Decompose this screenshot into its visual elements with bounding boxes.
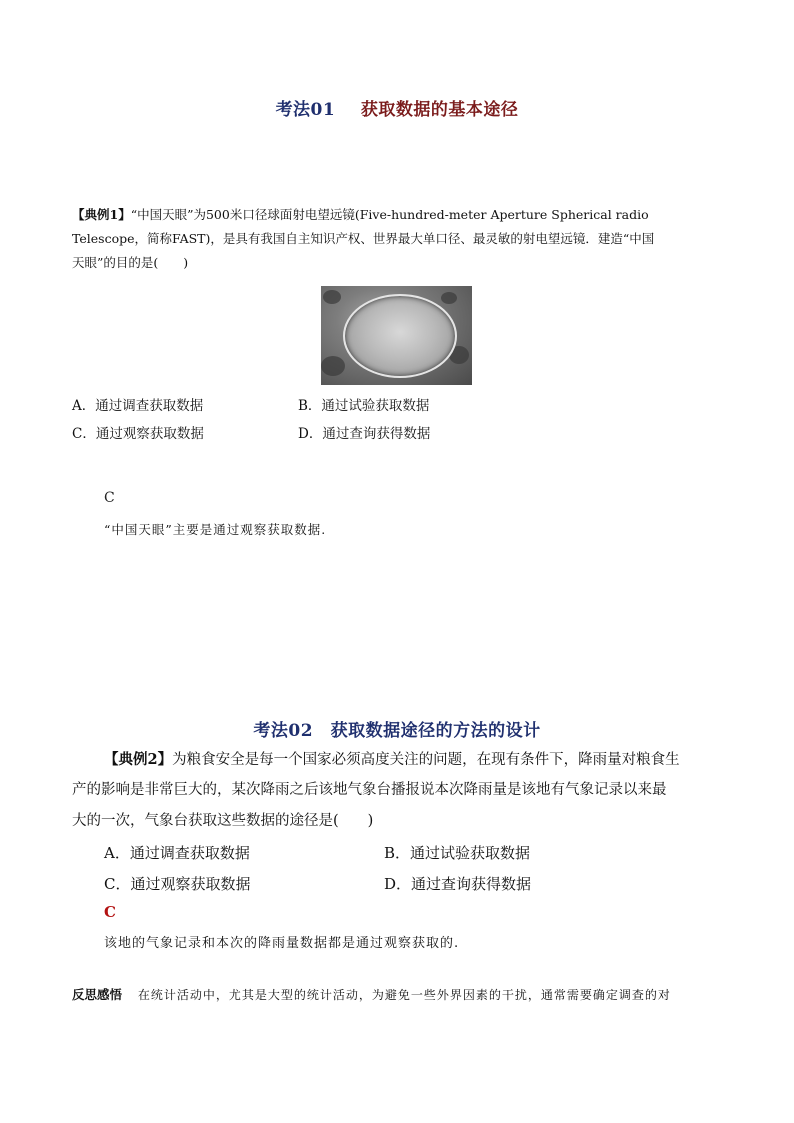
- question-text: 为粮食安全是每一个国家必须高度关注的问题，在现有条件下，降雨量对粮食生: [172, 752, 680, 768]
- section1-answer: C: [104, 490, 115, 506]
- reflection: [72, 985, 671, 1003]
- option-d[interactable]: D．通过查询获得数据: [384, 875, 532, 893]
- reflection-label: 反思感悟: [72, 987, 123, 1002]
- example-label: 【典例2】: [104, 751, 173, 768]
- reflection-text: 在统计活动中，尤其是大型的统计活动，为避免一些外界因素的干扰，通常需要确定调查的对: [137, 988, 671, 1002]
- section1-title-number: 考法01: [275, 100, 336, 120]
- section1-explanation: “中国天眼”主要是通过观察获取数据.: [104, 522, 327, 537]
- option-c[interactable]: C．通过观察获取数据: [104, 875, 251, 893]
- section2-question-line1: [104, 744, 724, 776]
- dish-icon: [343, 294, 457, 378]
- option-b[interactable]: B．通过试验获取数据: [384, 844, 531, 862]
- option-a[interactable]: A．通过调查获取数据: [104, 844, 250, 862]
- example-label: 【典例1】: [72, 207, 131, 222]
- section2-question-line2: 产的影响是非常巨大的，某次降雨之后该地气象台播报说本次降雨量是该地有气象记录以来最: [72, 782, 667, 798]
- section1-title-text: 获取数据的基本途径: [360, 100, 519, 120]
- section2-explanation: 该地的气象记录和本次的降雨量数据都是通过观察获取的.: [104, 936, 460, 951]
- option-d[interactable]: D．通过查询获得数据: [298, 426, 431, 442]
- fast-telescope-photo: [321, 286, 472, 385]
- question-text: “中国天眼”为500米口径球面射电望远镜(Five-hundred-meter Aperture Spherical radio: [130, 207, 649, 222]
- option-c[interactable]: C．通过观察获取数据: [72, 426, 204, 442]
- section2-question-line3: 大的一次，气象台获取这些数据的途径是( ): [72, 813, 374, 829]
- question-line: [72, 203, 732, 227]
- section2-answer: C: [104, 903, 116, 921]
- section1-title: [0, 95, 794, 120]
- question-line: 天眼”的目的是( ): [72, 255, 189, 270]
- option-b[interactable]: B．通过试验获取数据: [298, 398, 430, 414]
- option-a[interactable]: A．通过调查获取数据: [72, 398, 204, 414]
- question-line: Telescope，简称FAST)，是具有我国自主知识产权、世界最大单口径、最灵敏的射电望远镜．建造“中国: [72, 231, 655, 246]
- section1-question: [72, 203, 732, 275]
- section2-title: 考法02 获取数据途径的方法的设计: [253, 721, 541, 741]
